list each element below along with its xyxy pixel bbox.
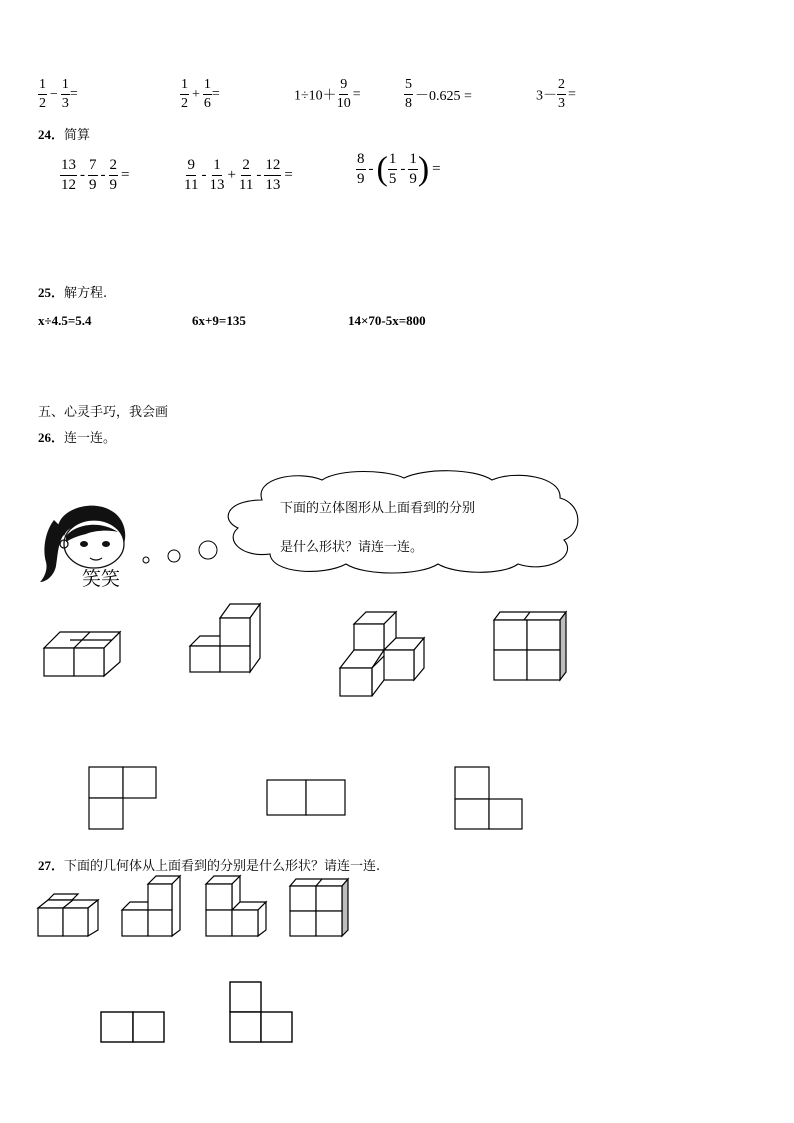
section-5-heading: 五、心灵手巧，我会画 xyxy=(38,405,169,420)
bubble-text-line-2: 是什么形状？请连一连。 xyxy=(280,540,424,555)
expr-1-4: $\frac{5}{8}$ －0.625 = xyxy=(405,77,472,111)
question-26-heading: 26．连一连。 xyxy=(38,430,117,446)
solid-figure-4 xyxy=(490,606,572,684)
solid-figure-1 xyxy=(40,618,124,678)
character-name-label: 笑笑 xyxy=(82,568,121,590)
bubble-text-line-1: 下面的立体图形从上面看到的分别 xyxy=(280,501,476,516)
expr-1-5: 3－ $\frac{2}{3}$ = xyxy=(536,77,576,111)
q27-top-view-step xyxy=(226,978,296,1046)
q27-solid-3 xyxy=(204,874,272,940)
top-view-shape-L xyxy=(86,764,160,834)
fraction: $\frac{1}{2}$ xyxy=(39,77,46,111)
q27-top-view-two xyxy=(98,1008,168,1046)
thought-dots xyxy=(140,538,222,568)
fraction: $\frac{1}{3}$ xyxy=(61,77,69,111)
expr-1-3: 1÷10＋ $\frac{9}{10}$ = xyxy=(294,77,361,111)
q27-solid-4 xyxy=(288,876,354,940)
expr-24-2: $\frac{9}{11}$ - $\frac{1}{13}$ + $\frac{2}{11}$ - $\frac{12}{13}$ = xyxy=(184,157,293,193)
expr-24-3: $\frac{8}{9}$ -( $\frac{1}{5}$ - $\frac{1}{9}$ ) = xyxy=(357,150,441,188)
equation-2: 6x+9=135 xyxy=(192,313,246,328)
equation-1: x÷4.5=5.4 xyxy=(38,313,92,328)
expr-1-2: $\frac{1}{2}$ + $\frac{1}{6}$ = xyxy=(181,77,220,111)
top-view-shape-two xyxy=(264,776,348,820)
fraction-row-1 xyxy=(38,78,638,118)
question-27-heading: 27．下面的几何体从上面看到的分别是什么形状？请连一连. xyxy=(38,858,381,874)
solid-figure-2 xyxy=(186,600,266,678)
solid-figure-3 xyxy=(336,608,432,700)
expr-24-1: $\frac{13}{12}$ - $\frac{7}{9}$ - $\frac{2}{9}$ = xyxy=(61,157,130,193)
expr-1-1: $\frac{1}{2}$ − $\frac{1}{3}$ = xyxy=(39,77,78,111)
q27-solid-2 xyxy=(120,874,186,940)
q27-solid-1 xyxy=(36,890,102,940)
question-25-heading: 25．解方程. xyxy=(38,285,108,301)
equation-3: 14×70-5x=800 xyxy=(348,313,426,328)
thought-bubble xyxy=(218,470,584,574)
question-24-heading: 24．简算 xyxy=(38,127,91,143)
top-view-shape-step xyxy=(452,764,526,834)
